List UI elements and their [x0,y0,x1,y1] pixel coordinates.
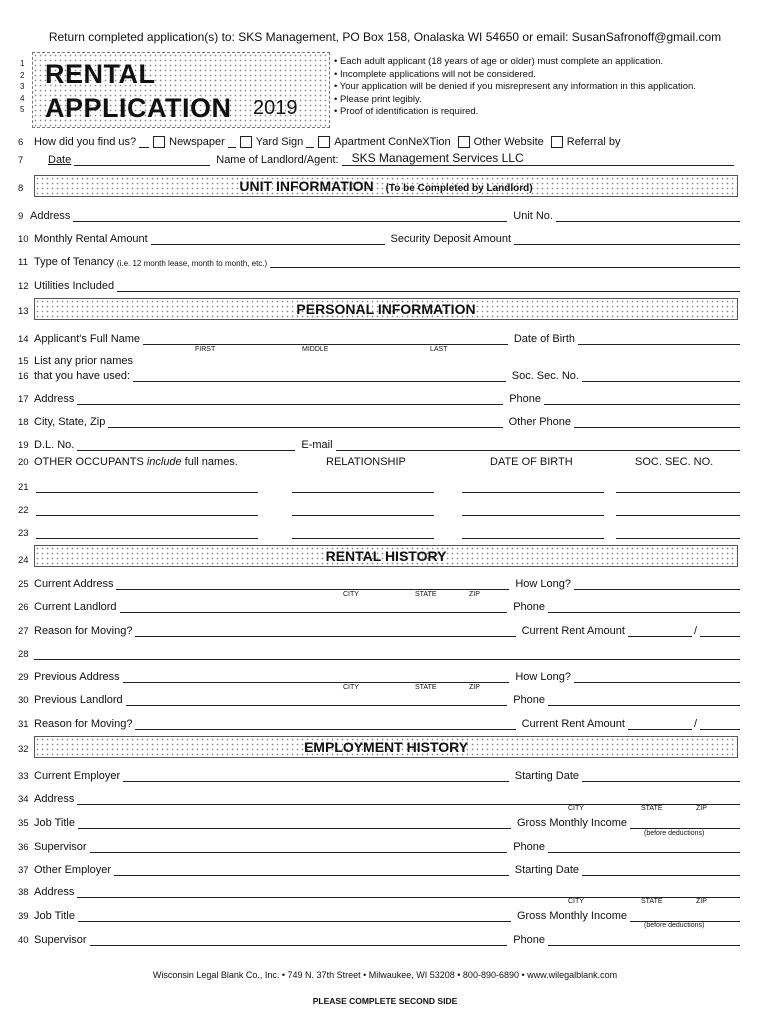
city-caption: CITY [343,591,359,598]
city-caption: CITY [568,898,584,905]
zip-caption: ZIP [469,591,480,598]
apartment-connextion-checkbox[interactable] [318,136,330,148]
previous-reason-label: Reason for Moving? [34,718,133,730]
line-number: 26 [18,602,29,613]
current-rent-label: Current Rent Amount [521,625,625,637]
full-name-field[interactable] [143,334,508,345]
occupant-ssn-header: SOC. SEC. NO. [635,456,714,468]
landlord-value: SKS Management Services LLC [351,151,524,165]
reason-continued-row [18,644,740,660]
occupant-name-field[interactable] [36,528,258,539]
line-number: 25 [18,579,29,590]
newspaper-checkbox[interactable] [153,136,165,148]
previous-landlord-row [18,690,740,706]
date-landlord-row [18,150,740,166]
gross-income-field[interactable] [630,818,740,829]
how-long-field[interactable] [574,579,740,590]
tenancy-label: Type of Tenancy [34,256,114,268]
other-supervisor-row [18,930,740,946]
previous-landlord-phone-label: Phone [513,694,545,706]
rent-slash: / [693,625,697,637]
zip-caption: ZIP [696,898,707,905]
line-number: 15 [18,356,29,367]
employer-address-field[interactable] [77,794,740,805]
line-number: 27 [18,626,29,637]
occupant-name-field[interactable] [36,482,258,493]
ssn-field[interactable] [582,371,740,382]
line-number: 19 [18,440,29,451]
blank-line [228,137,236,148]
tenancy-field[interactable] [270,257,740,268]
phone-field[interactable] [544,394,740,405]
occupants-include: include [146,456,182,468]
supervisor-phone-field[interactable] [548,842,740,853]
occupant-ssn-field[interactable] [616,482,740,493]
personal-information-title: PERSONAL INFORMATION [296,301,476,317]
referral-checkbox[interactable] [551,136,563,148]
occupant-row [18,500,740,516]
title-rental: RENTAL [45,59,156,89]
line-number: 29 [18,672,29,683]
requirement-item: • Each adult applicant (18 years of age or older) must complete an application. [334,56,744,69]
dob-field[interactable] [578,334,740,345]
middle-name-caption: MIDDLE [302,346,329,353]
zip-caption: ZIP [696,805,707,812]
unit-address-row [18,206,740,222]
previous-landlord-field[interactable] [126,695,508,706]
line-number: 16 [18,371,29,382]
occupant-row [18,477,740,493]
other-employer-label: Other Employer [34,864,112,876]
starting-date-field[interactable] [582,771,740,782]
return-instructions: Return completed application(s) to: SKS Management, PO Box 158, Onalaska WI 54650 or email: SusanSafronoff@gmail.com [48,30,722,44]
line-number: 22 [18,505,29,516]
occupants-label: OTHER OCCUPANTS [34,456,144,468]
email-field[interactable] [336,440,740,451]
occupant-relationship-field[interactable] [292,528,434,539]
referral-question: How did you find us? [34,136,137,148]
state-caption: STATE [415,591,437,598]
requirement-item: • Your application will be denied if you misrepresent any information in this application. [334,81,744,94]
rent-row [18,229,740,245]
phone-label: Phone [509,393,541,405]
previous-rent-field[interactable] [628,719,692,730]
other-supervisor-phone-label: Phone [513,934,545,946]
other-job-title-field[interactable] [78,911,511,922]
occupant-row [18,523,740,539]
landlord-phone-field[interactable] [548,602,740,613]
other-employer-address-label: Address [34,886,75,898]
date-field[interactable] [74,155,210,166]
tenancy-hint: (i.e. 12 month lease, month to month, etc.) [116,259,268,268]
other-job-title-label: Job Title [34,910,75,922]
line-number: 37 [18,865,29,876]
personal-information-banner [34,298,738,320]
landlord-phone-label: Phone [513,601,545,613]
line-number: 12 [18,281,29,292]
current-landlord-label: Current Landlord [34,601,117,613]
relationship-header: RELATIONSHIP [326,456,406,468]
other-starting-date-field[interactable] [582,865,740,876]
requirement-item: • Incomplete applications will not be considered. [334,69,744,82]
supervisor-row [18,837,740,853]
line-number: 13 [18,306,29,317]
line-number: 23 [18,528,29,539]
unit-address-label: Address [30,210,71,222]
reason-moving-row [18,621,740,637]
prior-names-label: List any prior names [34,355,134,367]
prior-names-field[interactable] [133,371,506,382]
line-number: 18 [18,417,29,428]
city-state-zip-field[interactable] [108,417,502,428]
other-supervisor-phone-field[interactable] [548,935,740,946]
current-employer-field[interactable] [123,771,509,782]
line-number: 21 [18,482,29,493]
line-number: 6 [18,137,24,148]
requirements-list [334,56,744,119]
occupant-dob-field[interactable] [462,482,604,493]
reason-moving-field[interactable] [135,626,515,637]
full-name-row [18,329,740,345]
line-number: 33 [18,771,29,782]
apartment-connextion-label: Apartment ConNeXTion [334,136,451,148]
requirement-item: • Proof of identification is required. [334,106,744,119]
line-number: 32 [18,744,29,755]
reason-moving-label: Reason for Moving? [34,625,133,637]
utilities-row [18,276,740,292]
occupant-dob-field[interactable] [462,528,604,539]
other-gross-income-field[interactable] [630,911,740,922]
publisher-footer: Wisconsin Legal Blank Co., Inc. • 749 N. 37th Street • Milwaukee, WI 53208 • 800-890-6890 • www.wilegalblank.com [152,970,618,980]
landlord-label: Name of Landlord/Agent: [216,154,339,166]
state-caption: STATE [641,898,663,905]
other-website-label: Other Website [473,136,544,148]
unit-no-label: Unit No. [513,210,553,222]
occupant-relationship-field[interactable] [292,482,434,493]
form-year: 2019 [253,97,298,119]
current-address-row [18,574,740,590]
unit-information-banner [34,175,738,197]
first-name-caption: FIRST [195,346,216,353]
current-address-label: Current Address [34,578,114,590]
prior-names-label-2: that you have used: [34,370,131,382]
yard-sign-checkbox[interactable] [240,136,252,148]
unit-no-field[interactable] [556,211,740,222]
dob-label: Date of Birth [513,333,575,345]
city-state-zip-label: City, State, Zip [34,416,106,428]
date-label: Date [48,154,72,166]
utilities-label: Utilities Included [34,280,115,292]
job-title-field[interactable] [78,818,511,829]
reason-continued-field[interactable] [34,649,740,660]
form-header [18,50,740,130]
form-title-block [32,52,330,128]
line-number: 39 [18,911,29,922]
previous-reason-field[interactable] [135,719,515,730]
line-number: 20 [18,457,29,468]
previous-landlord-label: Previous Landlord [34,694,123,706]
occupant-relationship-field[interactable] [292,505,434,516]
other-supervisor-field[interactable] [90,935,508,946]
current-employer-label: Current Employer [34,770,121,782]
last-name-caption: LAST [430,346,448,353]
header-line-numbers: 1 2 3 4 5 [20,59,25,114]
previous-address-field[interactable] [123,672,510,683]
job-title-row [18,813,740,829]
previous-how-long-label: How Long? [515,671,571,683]
landlord-field[interactable] [342,151,734,166]
line-number: 9 [18,211,24,222]
other-employer-address-field[interactable] [77,887,740,898]
occupant-dob-header: DATE OF BIRTH [490,456,573,468]
dl-label: D.L. No. [34,439,75,451]
line-number: 36 [18,842,29,853]
line-number: 7 [18,155,24,166]
monthly-rent-field[interactable] [151,234,385,245]
zip-caption: ZIP [469,684,480,691]
full-name-label: Applicant's Full Name [34,333,141,345]
line-number: 30 [18,695,29,706]
previous-how-long-field[interactable] [574,672,740,683]
current-employer-row [18,766,740,782]
line-number: 31 [18,719,29,730]
other-website-checkbox[interactable] [458,136,470,148]
employer-address-row [18,789,740,805]
city-state-zip-row [18,412,740,428]
referral-label: Referral by [566,136,621,148]
city-caption: CITY [343,684,359,691]
line-number: 8 [18,183,24,194]
current-rent-field[interactable] [628,626,692,637]
line-number: 24 [18,555,29,566]
newspaper-label: Newspaper [169,136,225,148]
other-employer-field[interactable] [114,865,509,876]
other-phone-field[interactable] [574,417,740,428]
line-number: 10 [18,234,29,245]
previous-rent-period-field[interactable] [700,719,740,730]
previous-rent-label: Current Rent Amount [521,718,625,730]
line-number: 34 [18,794,29,805]
line-number: 11 [18,257,28,268]
before-deductions-caption: (before deductions) [644,830,705,837]
previous-reason-row [18,714,740,730]
line-number: 17 [18,394,29,405]
occupant-ssn-field[interactable] [616,528,740,539]
rental-history-banner [34,545,738,567]
employer-address-label: Address [34,793,75,805]
title-application: APPLICATION [45,93,232,123]
employment-history-banner [34,736,738,758]
unit-information-title: UNIT INFORMATION [239,178,374,194]
unit-information-subtitle: (To be Completed by Landlord) [385,183,533,194]
monthly-rent-label: Monthly Rental Amount [34,233,148,245]
current-address-field[interactable] [116,579,509,590]
how-long-label: How Long? [515,578,571,590]
supervisor-label: Supervisor [34,841,87,853]
other-phone-label: Other Phone [508,416,571,428]
prior-names-row [18,366,740,382]
gross-income-label: Gross Monthly Income [516,817,627,829]
personal-address-row [18,389,740,405]
previous-address-label: Previous Address [34,671,120,683]
current-landlord-field[interactable] [120,602,508,613]
other-employer-row [18,860,740,876]
dl-field[interactable] [77,440,295,451]
previous-address-row [18,667,740,683]
yard-sign-label: Yard Sign [255,136,304,148]
state-caption: STATE [415,684,437,691]
supervisor-field[interactable] [90,842,508,853]
starting-date-label: Starting Date [514,770,579,782]
security-deposit-label: Security Deposit Amount [390,233,511,245]
city-caption: CITY [568,805,584,812]
email-label: E-mail [301,439,333,451]
personal-address-field[interactable] [77,394,503,405]
other-gross-income-label: Gross Monthly Income [516,910,627,922]
before-deductions-caption: (before deductions) [644,922,705,929]
blank-line [139,137,149,148]
ssn-label: Soc. Sec. No. [511,370,579,382]
referral-source-row [18,132,740,148]
other-starting-date-label: Starting Date [514,864,579,876]
supervisor-phone-label: Phone [513,841,545,853]
line-number: 14 [18,334,29,345]
blank-line [306,137,314,148]
other-employer-address-row [18,882,740,898]
state-caption: STATE [641,805,663,812]
security-deposit-field[interactable] [514,234,740,245]
occupants-full-names: full names. [184,456,238,468]
second-side-notice: PLEASE COMPLETE SECOND SIDE [312,996,458,1006]
current-landlord-row [18,597,740,613]
tenancy-row [18,252,740,268]
personal-address-label: Address [34,393,75,405]
rental-history-title: RENTAL HISTORY [325,548,447,564]
line-number: 28 [18,649,29,660]
line-number: 40 [18,935,29,946]
other-supervisor-label: Supervisor [34,934,87,946]
rent-slash: / [693,718,697,730]
requirement-item: • Please print legibly. [334,94,744,107]
occupant-name-field[interactable] [36,505,258,516]
utilities-field[interactable] [117,281,740,292]
rent-period-field[interactable] [700,626,740,637]
occupant-dob-field[interactable] [462,505,604,516]
job-title-label: Job Title [34,817,75,829]
unit-address-field[interactable] [73,211,507,222]
line-number: 35 [18,818,29,829]
line-number: 38 [18,887,29,898]
dl-email-row [18,435,740,451]
other-job-title-row [18,906,740,922]
previous-landlord-phone-field[interactable] [548,695,740,706]
occupant-ssn-field[interactable] [616,505,740,516]
employment-history-title: EMPLOYMENT HISTORY [303,739,469,755]
